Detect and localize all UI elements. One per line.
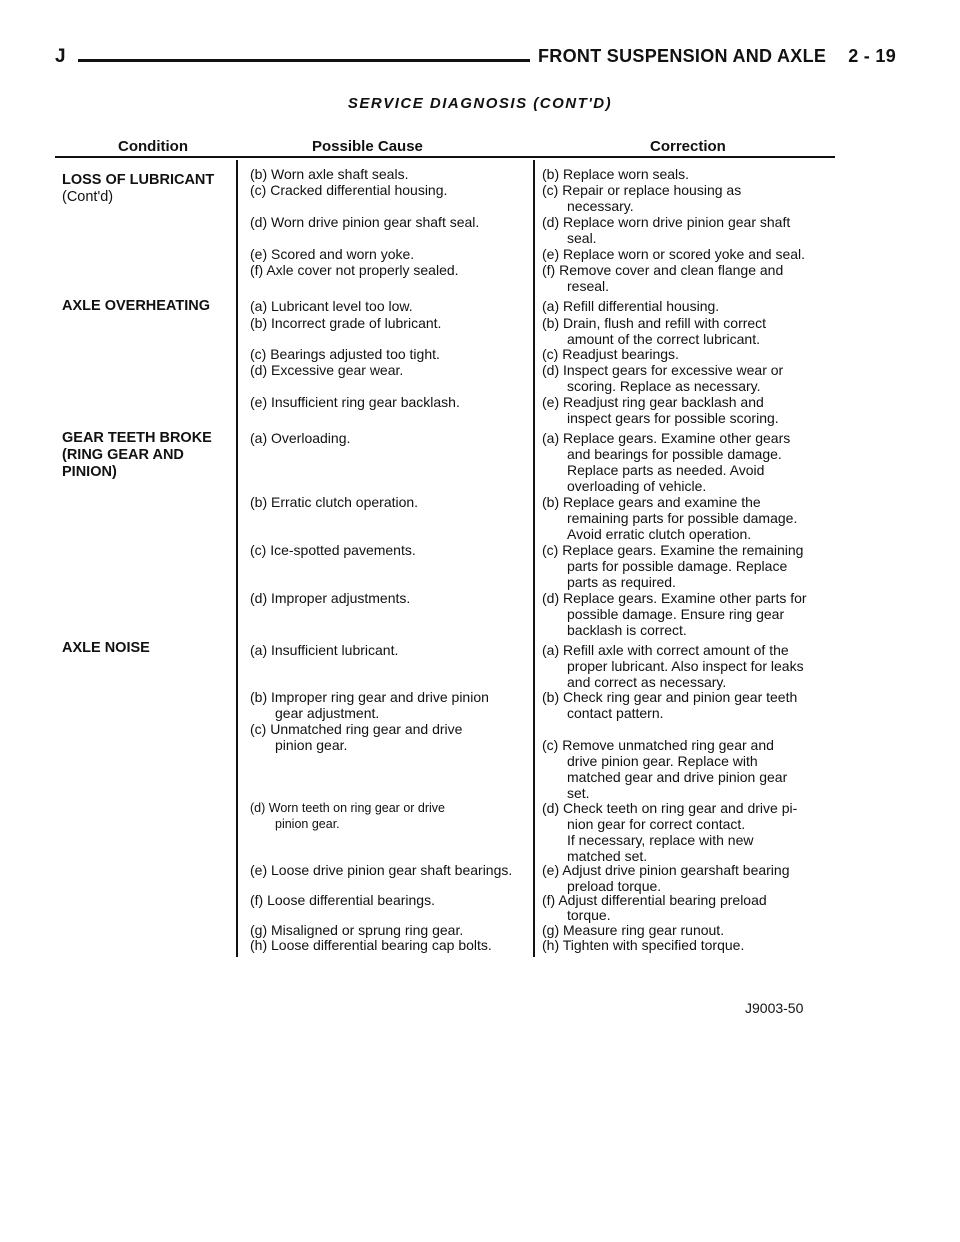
column-header-cause: Possible Cause: [312, 138, 423, 155]
correction-line: seal.: [567, 230, 597, 246]
correction-line: (b) Drain, flush and refill with correct: [542, 315, 767, 331]
correction-line: (b) Replace gears and examine the: [542, 494, 761, 510]
correction-line: nion gear for correct contact.: [567, 816, 746, 832]
condition-axle-noise: AXLE NOISE: [62, 640, 150, 656]
cause-line: (h) Loose differential bearing cap bolts.: [250, 937, 492, 953]
correction-line: preload torque.: [567, 878, 662, 894]
correction-line: (b) Check ring gear and pinion gear teeth: [542, 689, 798, 705]
correction-line: torque.: [567, 907, 611, 923]
cause-line: (d) Worn teeth on ring gear or drive: [250, 801, 446, 815]
cause-line: (d) Worn drive pinion gear shaft seal.: [250, 214, 480, 230]
cause-line: (g) Misaligned or sprung ring gear.: [250, 922, 464, 938]
column-header-correction: Correction: [650, 138, 726, 155]
cause-line: (e) Scored and worn yoke.: [250, 246, 415, 262]
correction-line: (d) Replace worn drive pinion gear shaft: [542, 214, 791, 230]
cause-line: (a) Overloading.: [250, 430, 351, 446]
condition-gear-teeth-broke: GEAR TEETH BROKE: [62, 430, 212, 446]
column-divider-right: [533, 160, 535, 957]
correction-line: (d) Check teeth on ring gear and drive pi-: [542, 800, 798, 816]
cause-line: (d) Excessive gear wear.: [250, 362, 404, 378]
correction-line: (b) Replace worn seals.: [542, 166, 690, 182]
cause-line: (c) Ice-spotted pavements.: [250, 542, 416, 558]
correction-line: (c) Remove unmatched ring gear and: [542, 737, 774, 753]
cause-line: (b) Incorrect grade of lubricant.: [250, 315, 442, 331]
cause-line: (f) Axle cover not properly sealed.: [250, 262, 459, 278]
correction-line: reseal.: [567, 278, 610, 294]
cause-line: (c) Unmatched ring gear and drive: [250, 721, 463, 737]
header-rule: [78, 59, 530, 62]
column-divider-left: [236, 160, 238, 957]
cause-line: (d) Improper adjustments.: [250, 590, 411, 606]
cause-line: pinion gear.: [275, 737, 348, 753]
correction-line: and bearings for possible damage.: [567, 446, 782, 462]
correction-line: (h) Tighten with specified torque.: [542, 937, 745, 953]
correction-line: (e) Adjust drive pinion gearshaft bearing: [542, 862, 790, 878]
cause-line: (b) Improper ring gear and drive pinion: [250, 689, 489, 705]
correction-line: (a) Refill differential housing.: [542, 298, 720, 314]
correction-line: (c) Readjust bearings.: [542, 346, 679, 362]
condition-loss-of-lubricant: LOSS OF LUBRICANT: [62, 172, 215, 188]
correction-line: (f) Adjust differential bearing preload: [542, 892, 767, 908]
correction-line: drive pinion gear. Replace with: [567, 753, 758, 769]
correction-line: backlash is correct.: [567, 622, 687, 638]
correction-line: (f) Remove cover and clean flange and: [542, 262, 784, 278]
correction-line: inspect gears for possible scoring.: [567, 410, 779, 426]
correction-line: parts as required.: [567, 574, 676, 590]
correction-line: amount of the correct lubricant.: [567, 331, 760, 347]
cause-line: gear adjustment.: [275, 705, 380, 721]
correction-line: Replace parts as needed. Avoid: [567, 462, 765, 478]
correction-line: proper lubricant. Also inspect for leaks: [567, 658, 804, 674]
correction-line: (a) Refill axle with correct amount of the: [542, 642, 789, 658]
condition-loss-of-lubricant-contd: (Cont'd): [62, 189, 114, 205]
cause-line: (c) Bearings adjusted too tight.: [250, 346, 440, 362]
correction-line: necessary.: [567, 198, 634, 214]
correction-line: (e) Replace worn or scored yoke and seal.: [542, 246, 806, 262]
correction-line: contact pattern.: [567, 705, 664, 721]
correction-line: (a) Replace gears. Examine other gears: [542, 430, 791, 446]
cause-line: (b) Worn axle shaft seals.: [250, 166, 409, 182]
figure-id: J9003-50: [745, 1000, 804, 1016]
page-subtitle: SERVICE DIAGNOSIS (CONT'D): [347, 95, 613, 112]
correction-line: matched gear and drive pinion gear: [567, 769, 788, 785]
correction-line: (e) Readjust ring gear backlash and: [542, 394, 764, 410]
condition-gear-teeth-broke-line2: (RING GEAR AND: [62, 447, 184, 463]
cause-line: (a) Insufficient lubricant.: [250, 642, 399, 658]
correction-line: (g) Measure ring gear runout.: [542, 922, 725, 938]
correction-line: (c) Repair or replace housing as: [542, 182, 742, 198]
cause-line: (f) Loose differential bearings.: [250, 892, 435, 908]
correction-line: (d) Inspect gears for excessive wear or: [542, 362, 784, 378]
column-header-condition: Condition: [118, 138, 188, 155]
condition-gear-teeth-broke-line3: PINION): [62, 464, 117, 480]
correction-line: matched set.: [567, 848, 648, 864]
cause-line: (b) Erratic clutch operation.: [250, 494, 419, 510]
correction-line: remaining parts for possible damage.: [567, 510, 798, 526]
correction-line: Avoid erratic clutch operation.: [567, 526, 752, 542]
correction-line: set.: [567, 785, 590, 801]
correction-line: parts for possible damage. Replace: [567, 558, 788, 574]
condition-axle-overheating: AXLE OVERHEATING: [62, 298, 210, 314]
section-title: FRONT SUSPENSION AND AXLE: [538, 46, 827, 66]
page-number: 2 - 19: [848, 46, 897, 66]
cause-line: (a) Lubricant level too low.: [250, 298, 413, 314]
correction-line: (d) Replace gears. Examine other parts for: [542, 590, 807, 606]
cause-line: (e) Insufficient ring gear backlash.: [250, 394, 460, 410]
correction-line: scoring. Replace as necessary.: [567, 378, 761, 394]
cause-line: (c) Cracked differential housing.: [250, 182, 448, 198]
correction-line: and correct as necessary.: [567, 674, 727, 690]
cause-line: pinion gear.: [275, 817, 340, 831]
cause-line: (e) Loose drive pinion gear shaft bearings.: [250, 862, 513, 878]
correction-line: If necessary, replace with new: [567, 832, 754, 848]
section-letter: J: [55, 46, 66, 67]
page-header: [538, 46, 896, 67]
correction-line: (c) Replace gears. Examine the remaining: [542, 542, 804, 558]
correction-line: possible damage. Ensure ring gear: [567, 606, 785, 622]
header-divider: [55, 156, 835, 158]
correction-line: overloading of vehicle.: [567, 478, 707, 494]
